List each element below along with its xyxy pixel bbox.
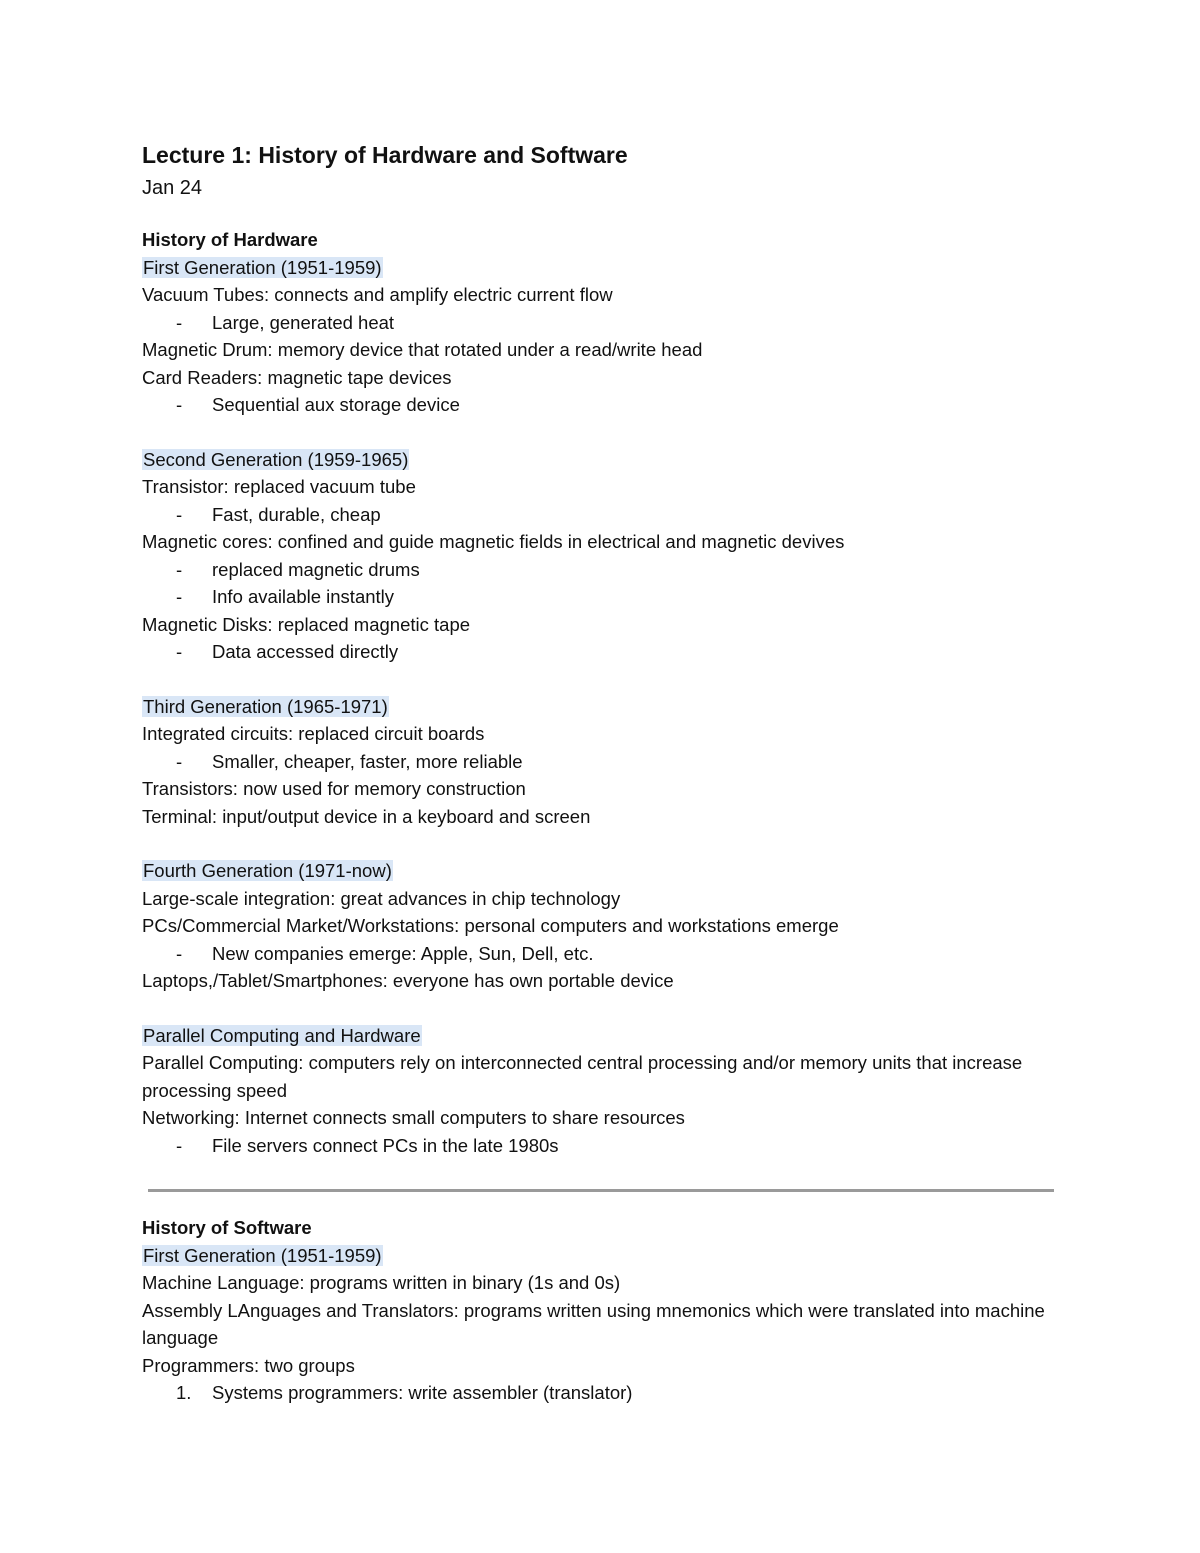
hw-gen4-pcs: PCs/Commercial Market/Workstations: personal computers and workstations emerge <box>142 915 839 936</box>
bullet-text: New companies emerge: Apple, Sun, Dell, etc. <box>212 942 594 964</box>
sw-gen1-programmers: Programmers: two groups <box>142 1354 355 1376</box>
bullet-text: Sequential aux storage device <box>212 394 460 415</box>
hw-parallel-computing: Parallel Computing: computers rely on interconnected central processing and/or memory units that increase processing speed <box>142 1052 1023 1101</box>
dash-marker: - <box>176 586 183 607</box>
hw-gen3-transistors: Transistors: now used for memory construction <box>142 778 526 799</box>
dash-marker: - <box>176 311 183 333</box>
bullet-text: Fast, durable, cheap <box>212 503 381 525</box>
hw-gen4-lsi: Large-scale integration: great advances in chip technology <box>142 887 621 909</box>
spacer <box>142 666 1054 693</box>
bullet-text: Smaller, cheaper, faster, more reliable <box>212 750 523 772</box>
numbered-item <box>142 1379 1054 1407</box>
bullet-item <box>142 391 1054 419</box>
hw-parallel-networking: Networking: Internet connects small computers to share resources <box>142 1107 685 1128</box>
sw-gen1-label: First Generation (1951-1959) <box>143 1244 382 1266</box>
spacer <box>142 419 1054 446</box>
bullet-item <box>142 940 1054 968</box>
hw-gen1-vacuum: Vacuum Tubes: connects and amplify electric current flow <box>142 284 613 305</box>
hw-gen1-subheading <box>142 254 1054 282</box>
hw-gen4-subheading <box>142 857 1054 885</box>
software-heading: History of Software <box>142 1217 312 1238</box>
horizontal-divider <box>148 1189 1054 1192</box>
hw-gen1-card: Card Readers: magnetic tape devices <box>142 366 452 388</box>
hw-gen2-disks: Magnetic Disks: replaced magnetic tape <box>142 613 471 635</box>
hw-gen3-terminal: Terminal: input/output device in a keyboard and screen <box>142 805 591 827</box>
dash-marker: - <box>176 503 183 525</box>
number-marker: 1. <box>176 1382 192 1403</box>
hw-gen2-subheading <box>142 446 1054 474</box>
numbered-text: Systems programmers: write assembler (translator) <box>212 1382 633 1403</box>
bullet-item <box>142 501 1054 529</box>
dash-marker: - <box>176 1134 183 1156</box>
document-page <box>142 138 1054 1407</box>
hw-parallel-subheading <box>142 1022 1054 1050</box>
hw-gen4-label: Fourth Generation (1971-now) <box>143 860 392 881</box>
dash-marker: - <box>176 942 183 964</box>
dash-marker: - <box>176 750 183 772</box>
bullet-item <box>142 309 1054 337</box>
spacer <box>142 830 1054 857</box>
spacer <box>142 995 1054 1022</box>
bullet-text: Large, generated heat <box>212 311 395 333</box>
hw-gen3-ic: Integrated circuits: replaced circuit boards <box>142 723 485 744</box>
bullet-item <box>142 638 1054 666</box>
hw-gen2-label: Second Generation (1959-1965) <box>143 448 409 470</box>
document-date: Jan 24 <box>142 177 203 199</box>
hw-parallel-label: Parallel Computing and Hardware <box>143 1024 421 1046</box>
bullet-text: File servers connect PCs in the late 1980s <box>212 1134 559 1156</box>
hw-gen4-laptops: Laptops,/Tablet/Smartphones: everyone has own portable device <box>142 970 674 991</box>
bullet-item <box>142 556 1054 584</box>
hw-gen1-drum: Magnetic Drum: memory device that rotated under a read/write head <box>142 339 703 360</box>
hardware-heading: History of Hardware <box>142 229 318 250</box>
bullet-text: Info available instantly <box>212 586 395 607</box>
hw-gen1-label: First Generation (1951-1959) <box>143 256 382 278</box>
hw-gen3-subheading <box>142 693 1054 721</box>
bullet-text: Data accessed directly <box>212 641 399 662</box>
bullet-item <box>142 583 1054 611</box>
bullet-item <box>142 748 1054 776</box>
sw-gen1-subheading <box>142 1242 1054 1270</box>
dash-marker: - <box>176 394 183 415</box>
sw-gen1-assembly: Assembly LAnguages and Translators: programs written using mnemonics which were translated into machine language <box>142 1299 1045 1348</box>
hw-gen2-cores: Magnetic cores: confined and guide magnetic fields in electrical and magnetic devives <box>142 531 845 552</box>
sw-gen1-machine: Machine Language: programs written in binary (1s and 0s) <box>142 1272 621 1293</box>
hw-gen3-label: Third Generation (1965-1971) <box>143 695 388 717</box>
hw-gen2-transistor: Transistor: replaced vacuum tube <box>142 476 416 497</box>
document-title: Lecture 1: History of Hardware and Software <box>142 142 628 168</box>
bullet-text: replaced magnetic drums <box>212 558 420 580</box>
bullet-item <box>142 1132 1054 1160</box>
dash-marker: - <box>176 558 183 580</box>
dash-marker: - <box>176 641 183 662</box>
